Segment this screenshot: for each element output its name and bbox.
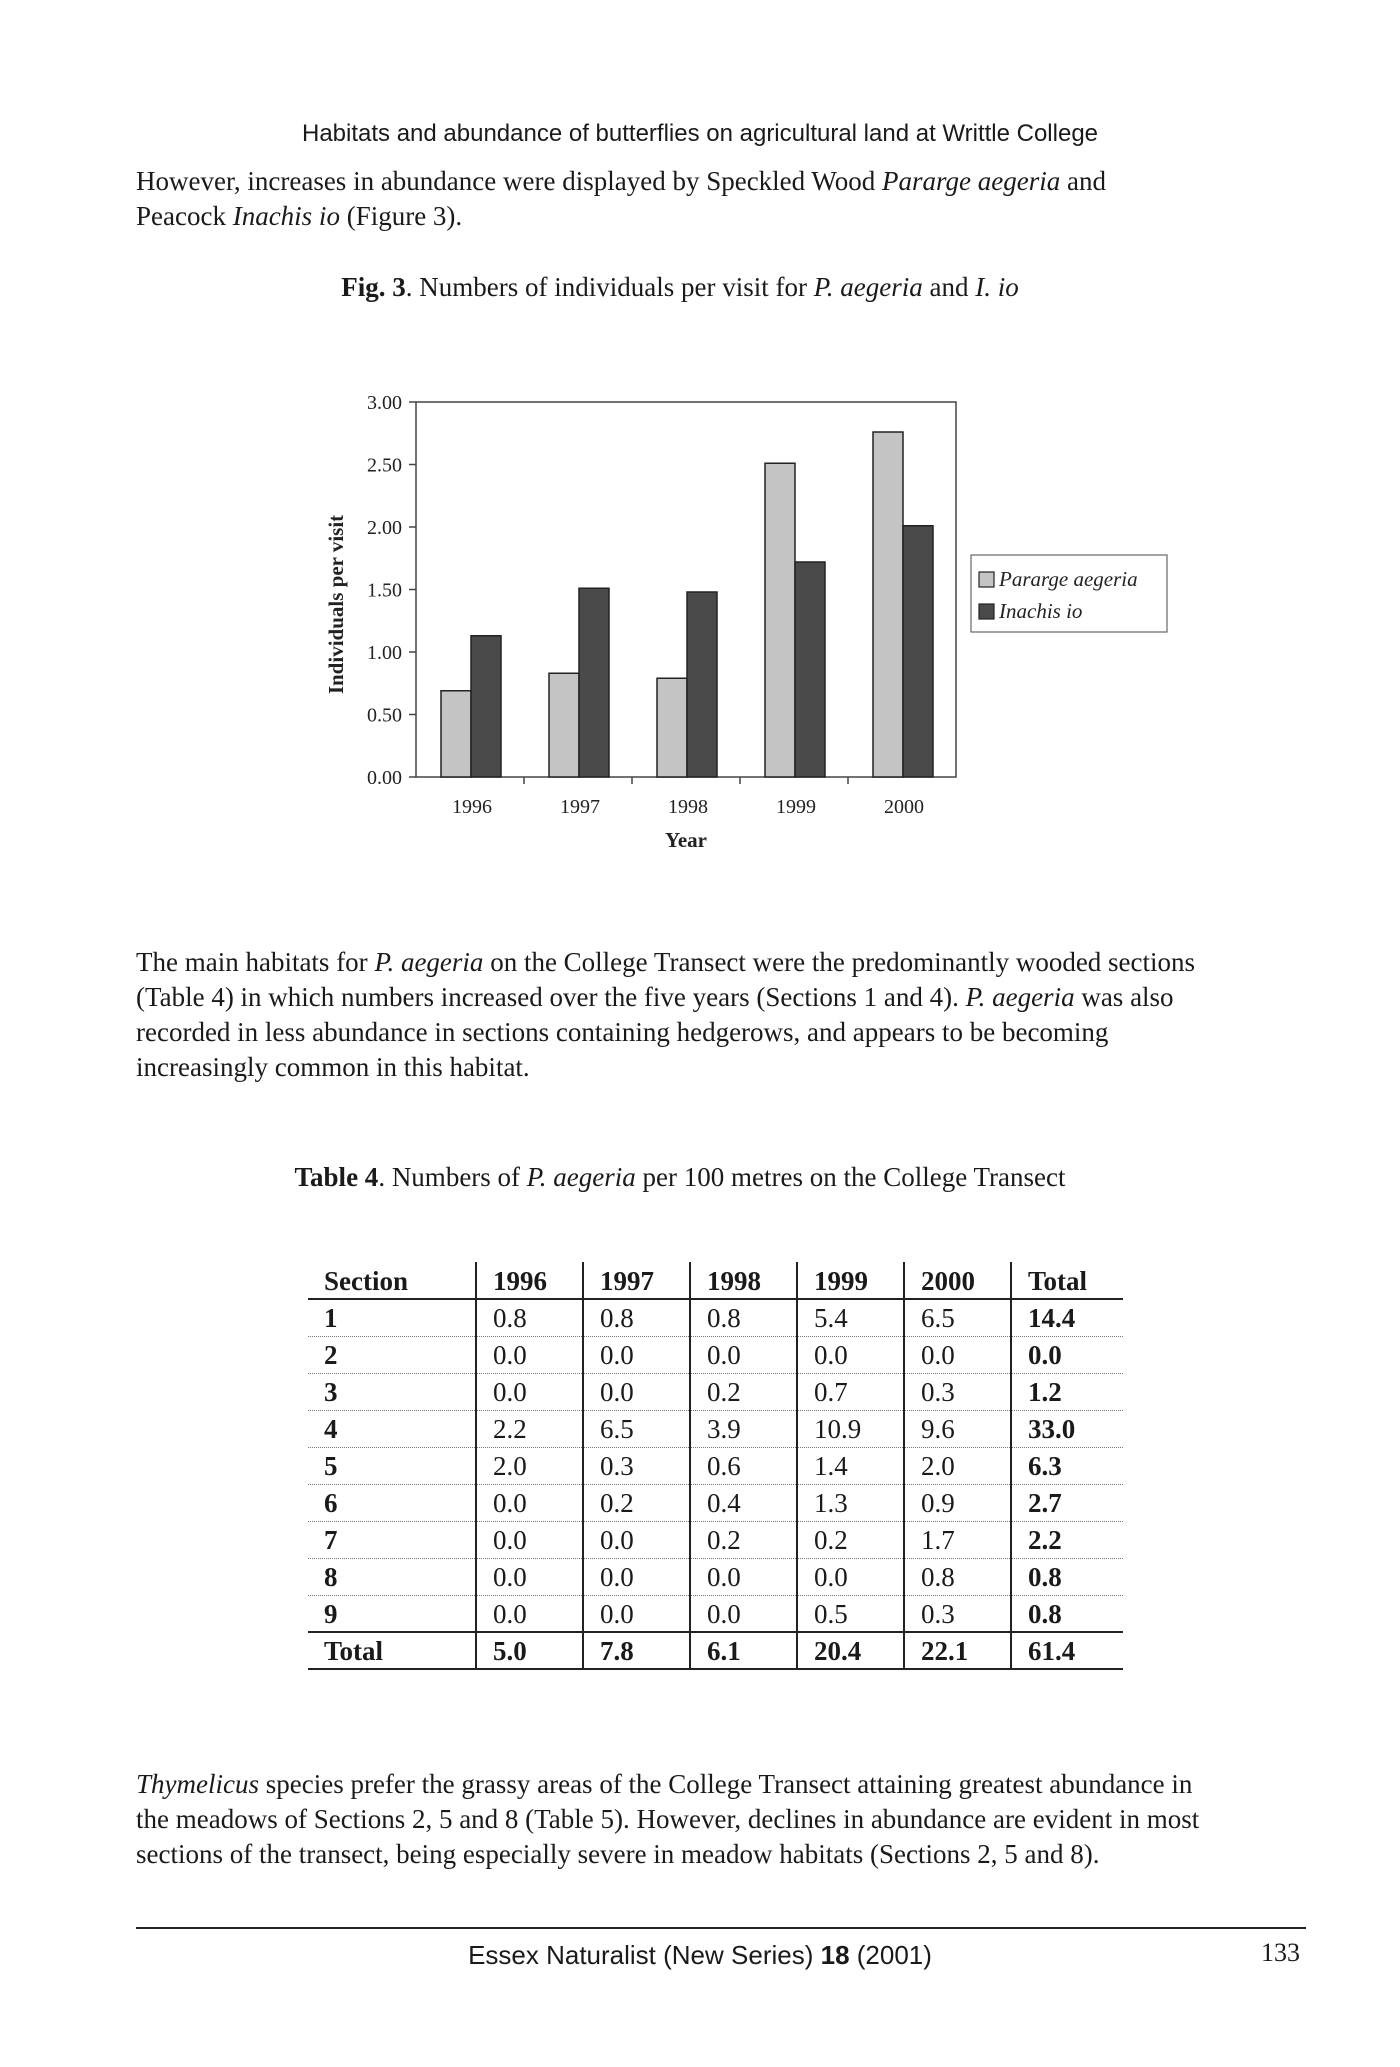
bar-inachis: [579, 588, 609, 777]
table-cell: 1.7: [904, 1521, 1011, 1558]
text: recorded in less abundance in sections containing hedgerows, and appears to be becoming: [136, 1017, 1109, 1047]
y-tick-label: 2.50: [367, 454, 402, 477]
journal-name: Essex Naturalist (New Series): [468, 1940, 821, 1970]
text: species prefer the grassy areas of the College Transect attaining greatest abundance in: [258, 1769, 1193, 1799]
table-cell: 3.9: [690, 1410, 797, 1447]
column-header: 1996: [476, 1262, 583, 1299]
bar-inachis: [471, 636, 501, 777]
species-name: Inachis io: [232, 201, 340, 231]
table-cell: 0.0: [583, 1558, 690, 1595]
text: The main habitats for: [136, 947, 375, 977]
table-cell: 0.0: [690, 1595, 797, 1632]
table-cell: 3: [308, 1373, 476, 1410]
table-total-row: [308, 1632, 1123, 1669]
column-header: 2000: [904, 1262, 1011, 1299]
page-number: 133: [1261, 1938, 1300, 1967]
table-cell: 2: [308, 1336, 476, 1373]
table-cell: 0.0: [476, 1336, 583, 1373]
table-cell: 7: [308, 1521, 476, 1558]
table-cell: 2.0: [476, 1447, 583, 1484]
table-cell: Total: [308, 1632, 476, 1669]
table-cell: 0.0: [690, 1336, 797, 1373]
table-row: [308, 1595, 1123, 1632]
legend-swatch: [979, 604, 994, 619]
table-cell: 5.4: [797, 1299, 904, 1336]
column-header: Section: [308, 1262, 476, 1299]
table-cell: 33.0: [1011, 1410, 1123, 1447]
table-cell: 0.0: [583, 1595, 690, 1632]
table-cell: 4: [308, 1410, 476, 1447]
text: (Figure 3).: [339, 201, 463, 231]
table-row: [308, 1521, 1123, 1558]
volume-number: 18: [820, 1940, 850, 1970]
table-cell: 0.0: [476, 1595, 583, 1632]
x-tick-label: 1998: [668, 796, 708, 818]
table-cell: 14.4: [1011, 1299, 1123, 1336]
text: However, increases in abundance were displayed by Speckled Wood: [136, 166, 882, 196]
text: and: [922, 272, 976, 302]
table-cell: 6: [308, 1484, 476, 1521]
table-cell: 0.8: [690, 1299, 797, 1336]
text: the meadows of Sections 2, 5 and 8 (Table 5). However, declines in abundance are evident in most: [136, 1804, 1200, 1834]
table-row: [308, 1558, 1123, 1595]
table-cell: 0.0: [583, 1373, 690, 1410]
table-cell: 0.6: [690, 1447, 797, 1484]
y-tick-label: 1.50: [367, 579, 402, 602]
table-cell: 0.3: [904, 1373, 1011, 1410]
table-cell: 0.2: [583, 1484, 690, 1521]
table-cell: 22.1: [904, 1632, 1011, 1669]
species-name: P. aegeria: [374, 947, 484, 977]
table-cell: 0.0: [476, 1373, 583, 1410]
table-cell: 0.2: [797, 1521, 904, 1558]
x-tick-label: 2000: [884, 796, 924, 818]
y-tick-label: 0.50: [367, 704, 402, 727]
text: . Numbers of: [378, 1162, 527, 1192]
table-cell: 9.6: [904, 1410, 1011, 1447]
x-tick-label: 1999: [776, 796, 816, 818]
species-name: P. aegeria: [813, 272, 923, 302]
text: increasingly common in this habitat.: [136, 1052, 530, 1082]
text: (Table 4) in which numbers increased over the five years (Sections 1 and 4).: [136, 982, 966, 1012]
table-cell: 0.0: [690, 1558, 797, 1595]
table-cell: 0.8: [476, 1299, 583, 1336]
bar-chart: [300, 380, 1200, 880]
bar-pararge: [657, 678, 687, 777]
table-cell: 7.8: [583, 1632, 690, 1669]
table-cell: 1: [308, 1299, 476, 1336]
y-tick-label: 3.00: [367, 392, 402, 414]
table-cell: 0.8: [1011, 1558, 1123, 1595]
table-cell: 6.1: [690, 1632, 797, 1669]
text: and: [1060, 166, 1106, 196]
bar-pararge: [441, 691, 471, 777]
table-cell: 0.0: [1011, 1336, 1123, 1373]
footer-journal: [0, 1940, 1400, 1971]
table-cell: 0.4: [690, 1484, 797, 1521]
y-tick-label: 1.00: [367, 642, 402, 664]
table-header-row: [308, 1262, 1123, 1299]
paragraph-intro: [136, 164, 1306, 234]
figure-caption: [0, 272, 1380, 303]
table-cell: 0.0: [797, 1336, 904, 1373]
table-cell: 2.0: [904, 1447, 1011, 1484]
table-row: [308, 1410, 1123, 1447]
figure-label: Fig. 3: [341, 272, 406, 302]
table-row: [308, 1299, 1123, 1336]
table-row: [308, 1484, 1123, 1521]
text: was also: [1074, 982, 1174, 1012]
table-cell: 20.4: [797, 1632, 904, 1669]
table-cell: 0.0: [904, 1336, 1011, 1373]
bar-inachis: [687, 592, 717, 777]
bar-inachis: [903, 526, 933, 777]
table-cell: 0.7: [797, 1373, 904, 1410]
table-cell: 2.2: [1011, 1521, 1123, 1558]
table-cell: 0.0: [583, 1521, 690, 1558]
table-cell: 1.2: [1011, 1373, 1123, 1410]
table-row: [308, 1447, 1123, 1484]
table-cell: 0.2: [690, 1373, 797, 1410]
table-cell: 0.8: [583, 1299, 690, 1336]
table-row: [308, 1373, 1123, 1410]
text: . Numbers of individuals per visit for: [405, 272, 814, 302]
table-cell: 6.5: [904, 1299, 1011, 1336]
table-cell: 8: [308, 1558, 476, 1595]
table-cell: 6.3: [1011, 1447, 1123, 1484]
bar-inachis: [795, 562, 825, 777]
legend-swatch: [979, 572, 994, 587]
table-cell: 0.0: [476, 1484, 583, 1521]
text: on the College Transect were the predominantly wooded sections: [483, 947, 1196, 977]
table-cell: 0.0: [797, 1558, 904, 1595]
table-cell: 6.5: [583, 1410, 690, 1447]
text: per 100 metres on the College Transect: [635, 1162, 1066, 1192]
table-cell: 0.2: [690, 1521, 797, 1558]
species-name: I. io: [975, 272, 1019, 302]
legend-label: Inachis io: [999, 599, 1083, 623]
bar-pararge: [765, 463, 795, 777]
table-cell: 10.9: [797, 1410, 904, 1447]
y-axis-title: Individuals per visit: [324, 514, 348, 695]
table-cell: 5.0: [476, 1632, 583, 1669]
text: Peacock: [136, 201, 233, 231]
journal-year: (2001): [849, 1940, 932, 1970]
table-cell: 0.3: [583, 1447, 690, 1484]
genus-name: Thymelicus: [136, 1769, 259, 1799]
species-name: Pararge aegeria: [882, 166, 1061, 196]
data-table: [308, 1262, 1123, 1670]
bar-pararge: [873, 432, 903, 777]
y-tick-label: 0.00: [367, 767, 402, 789]
footer-divider: [136, 1927, 1306, 1929]
column-header: 1999: [797, 1262, 904, 1299]
species-name: P. aegeria: [526, 1162, 636, 1192]
x-tick-label: 1996: [452, 796, 492, 818]
column-header: Total: [1011, 1262, 1123, 1299]
table-cell: 0.5: [797, 1595, 904, 1632]
table-cell: 1.3: [797, 1484, 904, 1521]
table-label: Table 4: [294, 1162, 379, 1192]
column-header: 1997: [583, 1262, 690, 1299]
species-name: P. aegeria: [965, 982, 1075, 1012]
table-cell: 61.4: [1011, 1632, 1123, 1669]
table-cell: 5: [308, 1447, 476, 1484]
table-cell: 0.9: [904, 1484, 1011, 1521]
table-cell: 0.0: [476, 1558, 583, 1595]
table-cell: 2.7: [1011, 1484, 1123, 1521]
paragraph-habitats: [136, 945, 1306, 1085]
legend-label: Pararge aegeria: [999, 567, 1138, 591]
table-cell: 0.3: [904, 1595, 1011, 1632]
running-head: Habitats and abundance of butterflies on agricultural land at Writtle College: [301, 120, 1099, 147]
bar-pararge: [549, 673, 579, 777]
column-header: 1998: [690, 1262, 797, 1299]
x-axis-title: Year: [665, 828, 707, 852]
table-cell: 0.0: [476, 1521, 583, 1558]
table-cell: 9: [308, 1595, 476, 1632]
table-caption: [0, 1162, 1380, 1193]
x-tick-label: 1997: [560, 796, 600, 818]
table-cell: 0.0: [583, 1336, 690, 1373]
table-row: [308, 1336, 1123, 1373]
text: sections of the transect, being especially severe in meadow habitats (Sections 2, 5 and 8).: [136, 1839, 1100, 1869]
y-tick-label: 2.00: [367, 517, 402, 539]
table-cell: 2.2: [476, 1410, 583, 1447]
paragraph-thymelicus: [136, 1767, 1306, 1872]
table-cell: 0.8: [1011, 1595, 1123, 1632]
table-cell: 0.8: [904, 1558, 1011, 1595]
table-cell: 1.4: [797, 1447, 904, 1484]
